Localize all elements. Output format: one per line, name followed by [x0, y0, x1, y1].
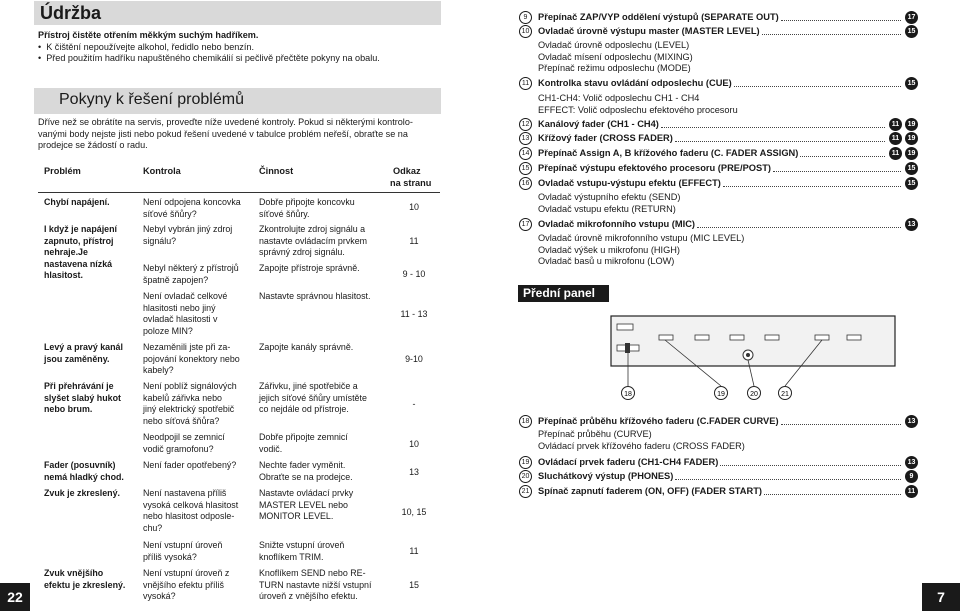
action-cell: Zkontrolujte zdroj signálu a nastavte ovládacím prvkem správný zdroj signálu.	[259, 224, 368, 258]
item-number-icon: 19	[519, 456, 532, 469]
callout-label: 19	[717, 391, 725, 398]
item-refs	[889, 147, 918, 160]
page-ref-badge: 11	[889, 118, 902, 131]
ref-cell: 9-10	[405, 354, 423, 364]
leader-dots	[675, 141, 885, 142]
item-label: Sluchátkový výstup (PHONES)	[538, 471, 674, 481]
check-cell: Není ovladač celkové hlasitosti nebo jiný ovladač hlasitosti v poloze MIN?	[143, 291, 228, 336]
action-cell: Nechte fader vyměnit. Obraťte se na prodejce.	[259, 460, 353, 482]
page-ref-badge: 19	[905, 147, 918, 160]
page-ref-badge: 15	[905, 25, 918, 38]
callout-label: 20	[750, 391, 758, 398]
item-label: Přepínač průběhu křížového faderu (C.FADER CURVE)	[538, 416, 779, 426]
item-refs	[905, 11, 918, 24]
action-cell: Zapojte přístroje správně.	[259, 263, 360, 273]
item-number-icon: 14	[519, 147, 532, 160]
control-item	[521, 133, 918, 144]
page-ref-badge: 15	[905, 177, 918, 190]
item-refs	[905, 456, 918, 469]
intro-line: vanými body nejste jisti nebo pokud řešení uvedené v tabulce problém neřeší, obraťte se na	[38, 128, 408, 139]
action-cell: Knoflíkem SEND nebo RE- TURN nastavte nižší vstupní úroveň z vnějšího efektu.	[259, 568, 372, 602]
problem-cell: Při přehrávání je slyšet slabý hukot nebo brum.	[44, 381, 121, 415]
ref-cell: 11 - 13	[400, 309, 428, 319]
udrzba-bullets	[38, 42, 438, 65]
page-ref-badge: 13	[905, 415, 918, 428]
problem-cell: Zvuk vnějšího efektu je zkreslený.	[44, 568, 126, 590]
action-cell: Dobře připojte koncovku síťové šňůry.	[259, 197, 355, 219]
sub-list-11: CH1-CH4: Volič odposlechu CH1 - CH4 EFFECT: Volič odposlechu efektového procesoru	[538, 93, 738, 115]
leader-dots	[720, 465, 901, 466]
action-cell: Dobře připojte zemnicí vodič.	[259, 432, 348, 454]
item-refs	[905, 470, 918, 483]
leader-dots	[675, 479, 901, 480]
leader-dots	[781, 424, 901, 425]
item-number-icon: 12	[519, 118, 532, 131]
check-cell: Není vstupní úroveň z vnějšího efektu příliš vysoká?	[143, 568, 230, 602]
callout-label: 18	[624, 391, 632, 398]
cross-fader-knob	[625, 343, 630, 353]
control-item	[521, 26, 918, 37]
action-cell: Nastavte správnou hlasitost.	[259, 291, 371, 301]
item-label: Křížový fader (CROSS FADER)	[538, 133, 673, 143]
section-title: Pokyny k řešení problémů	[59, 91, 244, 108]
control-item	[521, 486, 918, 497]
check-cell: Není fader opotřebený?	[143, 460, 237, 470]
page-ref-badge: 9	[905, 470, 918, 483]
sub-list-16: Ovladač výstupního efektu (SEND) Ovladač vstupu efektu (RETURN)	[538, 192, 681, 214]
control-item	[521, 219, 918, 230]
table-header-problem: Problém	[44, 166, 81, 176]
check-cell: Není odpojena koncovka síťové šňůry?	[143, 197, 241, 219]
item-label: Přepínač ZAP/VYP oddělení výstupů (SEPARATE OUT)	[538, 12, 779, 22]
ref-cell: 10	[409, 439, 419, 449]
control-item	[521, 163, 918, 174]
item-label: Ovladač úrovně výstupu master (MASTER LEVEL)	[538, 26, 760, 36]
ref-cell: 10, 15	[401, 507, 427, 517]
item-number-icon: 17	[519, 218, 532, 231]
page-ref-badge: 17	[905, 11, 918, 24]
item-number-icon: 16	[519, 177, 532, 190]
item-refs	[905, 485, 918, 498]
item-refs	[905, 177, 918, 190]
section-title: Údržba	[40, 3, 102, 23]
problem-cell: Fader (posuvník) nemá hladký chod.	[44, 460, 124, 482]
leader-dots	[661, 127, 885, 128]
page-ref-badge: 11	[889, 132, 902, 145]
table-header-odkaz-l2: na stranu	[390, 178, 432, 188]
item-label: Kontrolka stavu ovládání odposlechu (CUE)	[538, 78, 732, 88]
ref-cell: 13	[409, 467, 419, 477]
sub-list-10: Ovladač úrovně odposlechu (LEVEL) Ovladač mísení odposlechu (MIXING) Přepínač režimu odposlechu (MODE)	[538, 40, 693, 74]
item-number-icon: 20	[519, 470, 532, 483]
page-ref-badge: 13	[905, 456, 918, 469]
control-item	[521, 148, 918, 159]
item-number-icon: 21	[519, 485, 532, 498]
control-item	[521, 119, 918, 130]
item-refs	[905, 415, 918, 428]
check-cell: Není vstupní úroveň příliš vysoká?	[143, 540, 223, 562]
leader-dots	[697, 227, 901, 228]
bullet-item: • Před použitím hadříku napuštěného chemikálií si pečlivě přečtěte pokyny na obalu.	[38, 53, 438, 65]
ch3-fader-control	[730, 335, 744, 340]
item-label: Kanálový fader (CH1 - CH4)	[538, 119, 659, 129]
page-ref-badge: 19	[905, 132, 918, 145]
control-item	[521, 178, 918, 189]
table-header-kontrola: Kontrola	[143, 166, 181, 176]
ch1-fader-control	[659, 335, 673, 340]
intro-line: Dříve než se obrátíte na servis, proveďte níže uvedené kontroly. Pokud si některými kontrolo-	[38, 117, 413, 127]
ref-cell: 10	[409, 202, 419, 212]
udrzba-text	[38, 30, 438, 65]
section-header-udrzba	[34, 1, 441, 25]
curve-switch	[617, 324, 633, 330]
item-number-icon: 13	[519, 132, 532, 145]
item-refs	[905, 25, 918, 38]
ref-cell: 11	[409, 546, 419, 556]
item-refs	[905, 77, 918, 90]
item-label: Ovládací prvek faderu (CH1-CH4 FADER)	[538, 457, 719, 467]
control-item	[521, 471, 918, 482]
ch4-fader-control	[765, 335, 779, 340]
leader-dots	[764, 494, 901, 495]
section-title: Přední panel	[523, 286, 596, 300]
page-ref-badge: 15	[905, 162, 918, 175]
section-header-pokyny	[34, 88, 441, 114]
leader-dots	[800, 156, 885, 157]
item-number-icon: 11	[519, 77, 532, 90]
ch2-fader-control	[695, 335, 709, 340]
table-header-divider	[38, 192, 440, 193]
page-ref-badge: 11	[905, 485, 918, 498]
sub-list-17: Ovladač úrovně mikrofonního vstupu (MIC LEVEL) Ovladač výšek u mikrofonu (HIGH) Ovladač basů u mikrofonu (LOW)	[538, 233, 745, 267]
control-item	[521, 78, 918, 89]
ref-cell: -	[412, 399, 416, 409]
control-item	[521, 416, 918, 427]
item-label: Spínač zapnutí faderem (ON, OFF) (FADER START)	[538, 486, 762, 496]
fader-start-switch	[847, 335, 861, 340]
action-cell: Zapojte kanály správně.	[259, 342, 354, 352]
item-number-icon: 15	[519, 162, 532, 175]
fader-start-switch	[815, 335, 829, 340]
control-item	[521, 457, 918, 468]
pokyny-intro	[38, 117, 440, 152]
front-panel-diagram	[585, 310, 915, 400]
item-refs	[905, 162, 918, 175]
check-cell: Nebyl vybrán jiný zdroj signálu?	[143, 224, 233, 246]
page-number-right: 7	[922, 583, 960, 611]
table-header-cinnost: Činnost	[259, 166, 294, 176]
udrzba-bold-line: Přístroj čistěte otřením měkkým suchým hadříkem.	[38, 30, 259, 40]
intro-line: prodejce se žádostí o radu.	[38, 140, 148, 151]
check-cell: Nezaměnili jste při za- pojování konektory nebo kabely?	[143, 342, 240, 376]
check-cell: Není nastavena příliš vysoká celková hlasitost nebo hlasitost odposle- chu?	[143, 488, 239, 533]
problem-cell: I když je napájení zapnuto, přístroj nehraje.Je nastavena nízká hlasitost.	[44, 224, 117, 281]
bullet-item: • K čištění nepoužívejte alkohol, ředidlo nebo benzín.	[38, 42, 438, 54]
item-number-icon: 9	[519, 11, 532, 24]
item-refs	[889, 118, 918, 131]
control-item	[523, 12, 918, 23]
callout-label: 21	[781, 391, 789, 398]
item-label: Přepínač výstupu efektového procesoru (PRE/POST)	[538, 163, 771, 173]
leader-dots	[734, 86, 901, 87]
action-cell: Nastavte ovládací prvky MASTER LEVEL nebo MONITOR LEVEL.	[259, 488, 354, 522]
problem-cell: Levý a pravý kanál jsou zaměněny.	[44, 342, 123, 364]
item-label: Ovladač mikrofonního vstupu (MIC)	[538, 219, 696, 229]
action-cell: Zářivku, jiné spotřebiče a jejich síťové šňůry umístěte co nejdále od přístroje.	[259, 381, 367, 415]
panel-body	[611, 316, 895, 366]
action-cell: Snižte vstupní úroveň knoflíkem TRIM.	[259, 540, 345, 562]
page-ref-badge: 11	[889, 147, 902, 160]
item-refs	[905, 218, 918, 231]
problem-cell: Zvuk je zkreslený.	[44, 488, 120, 498]
page-ref-badge: 19	[905, 118, 918, 131]
item-label: Přepínač Assign A, B křížového faderu (C. FADER ASSIGN)	[538, 148, 799, 158]
item-number-icon: 18	[519, 415, 532, 428]
check-cell: Nebyl některý z přístrojů špatně zapojen?	[143, 263, 239, 285]
leader-dots	[723, 186, 901, 187]
page-number-left: 22	[0, 583, 30, 611]
sub-list-18: Přepínač průběhu (CURVE) Ovládací prvek křížového faderu (CROSS FADER)	[538, 429, 745, 451]
item-number-icon: 10	[519, 25, 532, 38]
check-cell: Neodpojil se zemnicí vodič gramofonu?	[143, 432, 225, 454]
section-header-predni-panel	[518, 285, 609, 302]
leader-dots	[762, 34, 901, 35]
item-label: Ovladač vstupu-výstupu efektu (EFFECT)	[538, 178, 721, 188]
phones-jack-inner	[746, 353, 750, 357]
problem-cell: Chybí napájení.	[44, 197, 110, 207]
leader-dots	[781, 20, 901, 21]
ref-cell: 15	[409, 580, 419, 590]
table-header-odkaz: Odkaz	[393, 166, 421, 176]
item-refs	[889, 132, 918, 145]
page-ref-badge: 13	[905, 218, 918, 231]
check-cell: Není poblíž signálových kabelů zářivka nebo jiný elektrický spotřebič nebo síťová šňůra?	[143, 381, 237, 426]
ref-cell: 9 - 10	[402, 269, 426, 279]
ref-cell: 11	[409, 236, 419, 246]
leader-dots	[773, 171, 901, 172]
page-ref-badge: 15	[905, 77, 918, 90]
